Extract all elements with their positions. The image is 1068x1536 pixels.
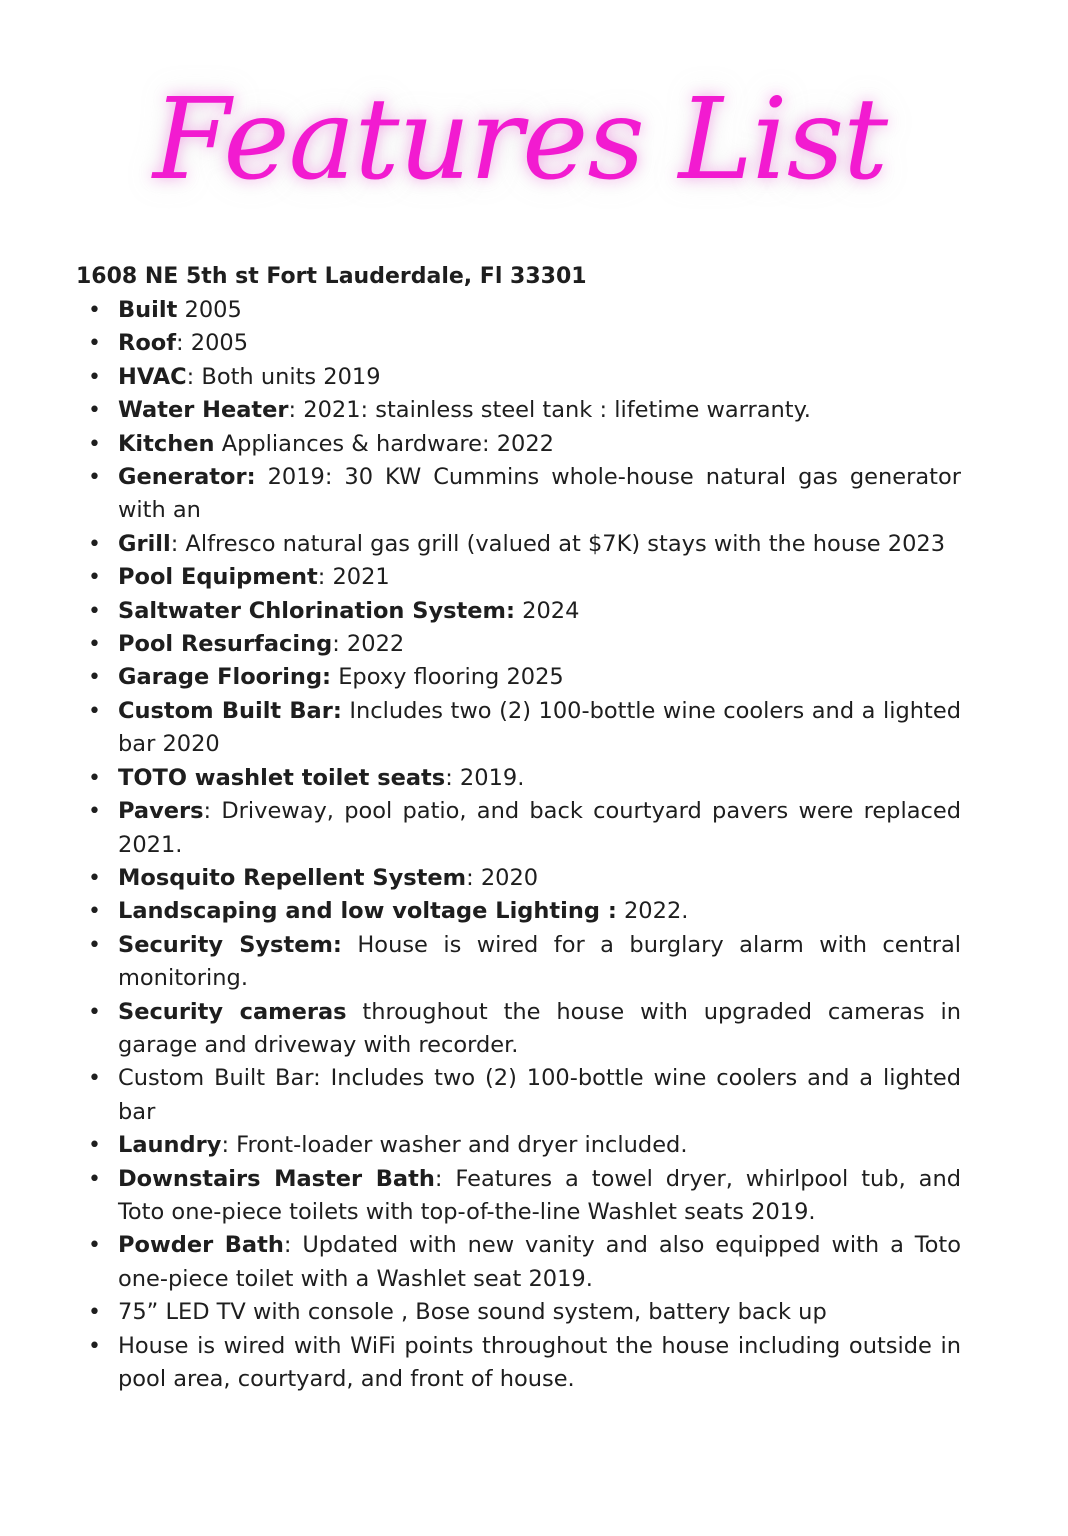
feature-text: 75” LED TV with console , Bose sound system, battery back up bbox=[118, 1299, 827, 1326]
page-title: Features List bbox=[152, 75, 888, 205]
feature-label: Pool Equipment bbox=[118, 564, 318, 591]
feature-text: Epoxy flooring 2025 bbox=[331, 664, 564, 691]
feature-label: Kitchen bbox=[118, 430, 215, 457]
feature-item bbox=[88, 361, 961, 394]
features-list bbox=[88, 294, 962, 1396]
feature-label: Grill bbox=[118, 530, 171, 557]
feature-text: : 2020 bbox=[466, 864, 539, 891]
feature-item bbox=[88, 762, 961, 795]
feature-label: HVAC bbox=[118, 363, 187, 390]
feature-item bbox=[88, 394, 961, 427]
feature-text: 2019: 30 KW Cummins whole-house natural gas generator with an bbox=[118, 464, 961, 524]
bullet-icon: • bbox=[88, 598, 101, 624]
bullet-icon: • bbox=[88, 331, 101, 357]
bullet-icon: • bbox=[88, 899, 101, 925]
feature-text: Includes two (2) 100-bottle wine coolers and a lighted bar 2020 bbox=[118, 697, 961, 758]
feature-text: : 2021: stainless steel tank : lifetime warranty. bbox=[288, 397, 811, 424]
feature-label: TOTO washlet toilet seats bbox=[118, 764, 446, 791]
bullet-icon: • bbox=[88, 765, 101, 791]
title-banner bbox=[140, 40, 900, 240]
feature-item bbox=[88, 1129, 961, 1162]
feature-text: House is wired with WiFi points throughout the house including outside in pool area, courtyard, and front of house. bbox=[118, 1332, 961, 1392]
feature-text: : Alfresco natural gas grill (valued at $7K) stays with the house 2023 bbox=[170, 530, 946, 557]
bullet-icon: • bbox=[88, 799, 101, 825]
bullet-icon: • bbox=[88, 398, 101, 424]
feature-label: Built bbox=[118, 297, 178, 323]
feature-label: Custom Built Bar: bbox=[118, 697, 342, 724]
feature-label: Water Heater bbox=[118, 397, 289, 424]
feature-text: : Both units 2019 bbox=[186, 363, 381, 390]
bullet-icon: • bbox=[88, 932, 101, 958]
bullet-icon: • bbox=[88, 465, 101, 491]
bullet-icon: • bbox=[88, 431, 101, 457]
feature-label: Downstairs Master Bath bbox=[118, 1165, 435, 1192]
feature-text: throughout the house with upgraded cameras in garage and driveway with recorder. bbox=[118, 998, 961, 1058]
feature-item bbox=[88, 1062, 961, 1129]
feature-label: Mosquito Repellent System bbox=[118, 864, 467, 891]
bullet-icon: • bbox=[88, 364, 101, 390]
feature-item bbox=[88, 895, 961, 928]
feature-label: Powder Bath bbox=[118, 1232, 284, 1259]
bullet-icon: • bbox=[88, 865, 101, 891]
bullet-icon: • bbox=[88, 531, 101, 557]
feature-text: : 2021 bbox=[317, 564, 390, 591]
feature-text: : 2019. bbox=[445, 764, 525, 791]
feature-item bbox=[88, 1296, 961, 1329]
feature-text: : 2005 bbox=[176, 330, 249, 357]
feature-item bbox=[88, 595, 961, 628]
bullet-icon: • bbox=[88, 298, 101, 323]
bullet-icon: • bbox=[88, 1233, 101, 1259]
bullet-icon: • bbox=[88, 1133, 101, 1159]
bullet-icon: • bbox=[88, 698, 101, 724]
feature-text: 2024 bbox=[514, 597, 580, 624]
feature-item bbox=[88, 461, 961, 528]
feature-text: : Front-loader washer and dryer included. bbox=[221, 1132, 688, 1159]
feature-item bbox=[88, 628, 961, 661]
feature-label: Pool Resurfacing bbox=[118, 631, 333, 658]
feature-item bbox=[88, 294, 961, 327]
feature-item bbox=[88, 1163, 961, 1230]
feature-item bbox=[88, 862, 961, 895]
feature-item bbox=[88, 996, 961, 1063]
feature-label: Saltwater Chlorination System: bbox=[118, 597, 515, 624]
feature-text: Custom Built Bar: Includes two (2) 100-bottle wine coolers and a lighted bar bbox=[118, 1065, 961, 1125]
feature-text: : Driveway, pool patio, and back courtyard pavers were replaced 2021. bbox=[118, 798, 961, 858]
feature-text: Appliances & hardware: 2022 bbox=[214, 430, 554, 457]
bullet-icon: • bbox=[88, 1066, 101, 1092]
bullet-icon: • bbox=[88, 1333, 101, 1359]
feature-text: 2022. bbox=[616, 898, 689, 925]
feature-text: : Updated with new vanity and also equipped with a Toto one-piece toilet with a Washlet seat 2019. bbox=[118, 1232, 962, 1292]
feature-item bbox=[88, 795, 961, 862]
feature-label: Generator: bbox=[118, 464, 256, 491]
feature-item bbox=[88, 428, 961, 461]
feature-item bbox=[88, 661, 961, 694]
bullet-icon: • bbox=[88, 1166, 101, 1192]
feature-item bbox=[88, 1229, 962, 1296]
bullet-icon: • bbox=[88, 1300, 101, 1326]
feature-label: Security System: bbox=[118, 931, 342, 958]
feature-text: House is wired for a burglary alarm with central monitoring. bbox=[118, 931, 961, 992]
feature-item bbox=[88, 929, 961, 996]
bullet-icon: • bbox=[88, 632, 101, 658]
feature-label: Garage Flooring: bbox=[118, 664, 332, 691]
feature-label: Security cameras bbox=[118, 998, 347, 1025]
property-address: 1608 NE 5th st Fort Lauderdale, Fl 33301 bbox=[76, 264, 587, 289]
feature-label: Pavers bbox=[118, 798, 204, 825]
feature-item bbox=[88, 1330, 961, 1397]
feature-text: : Features a towel dryer, whirlpool tub, and Toto one-piece toilets with top-of-the-line Washlet seats 2019. bbox=[118, 1165, 961, 1225]
bullet-icon: • bbox=[88, 565, 101, 591]
feature-item bbox=[88, 561, 961, 594]
feature-text: : 2022 bbox=[332, 631, 405, 658]
bullet-icon: • bbox=[88, 665, 101, 691]
feature-label: Roof bbox=[118, 330, 177, 357]
feature-label: Landscaping and low voltage Lighting : bbox=[118, 898, 617, 925]
feature-item bbox=[88, 528, 961, 561]
feature-item bbox=[88, 327, 961, 360]
feature-label: Laundry bbox=[118, 1132, 222, 1159]
feature-item bbox=[88, 695, 961, 762]
bullet-icon: • bbox=[88, 999, 101, 1025]
feature-text: 2005 bbox=[177, 297, 242, 323]
